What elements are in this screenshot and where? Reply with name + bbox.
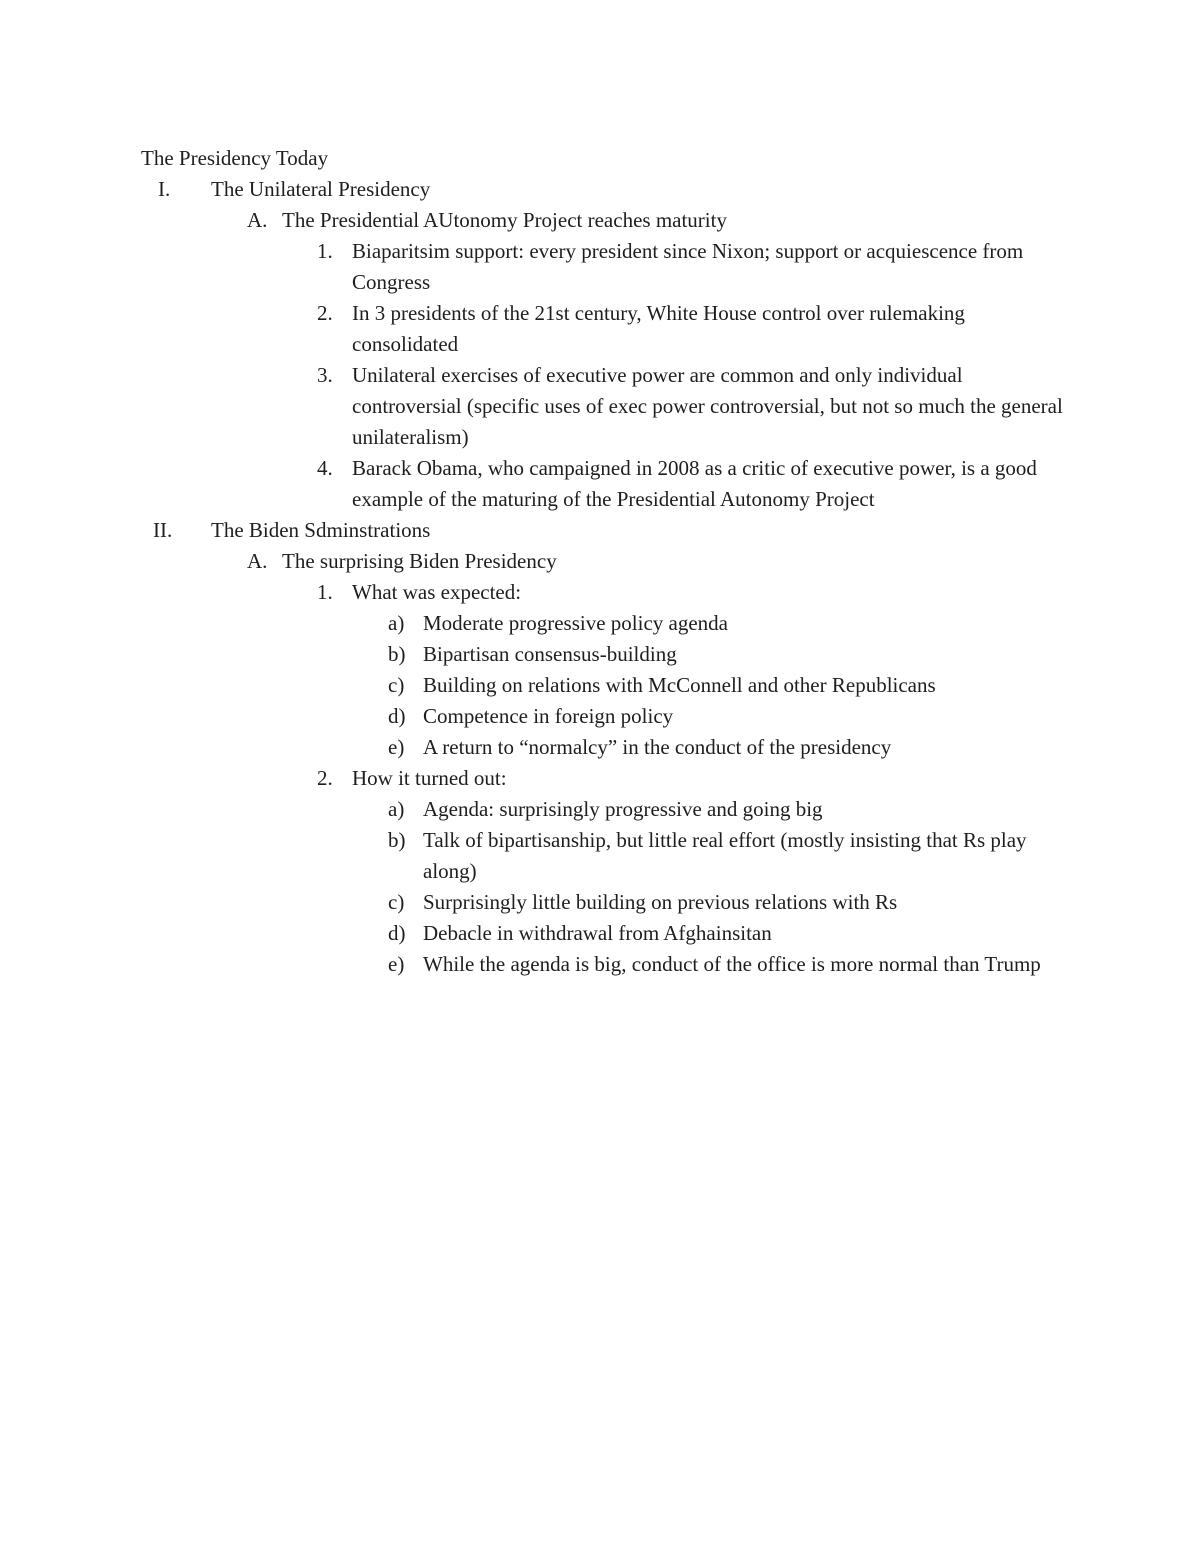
item-marker: 3. — [317, 363, 333, 387]
section-marker: II. — [153, 518, 173, 542]
subitem-marker: a) — [388, 797, 405, 821]
subitem-text: Talk of bipartisanship, but little real effort (mostly insisting that Rs play along) — [423, 828, 1027, 883]
subitem-text: Competence in foreign policy — [423, 704, 674, 728]
subitem-marker: c) — [388, 890, 405, 914]
section-heading: The Unilateral Presidency — [211, 177, 431, 201]
subitem-marker: a) — [388, 611, 405, 635]
subitem-marker: b) — [388, 642, 406, 666]
item-marker: 4. — [317, 456, 333, 480]
subitem-marker: c) — [388, 673, 405, 697]
document-title: The Presidency Today — [141, 146, 329, 170]
item-text: Unilateral exercises of executive power are common and only individual controversial (specific uses of exec power controversial, but not so much the general unilateralism) — [352, 363, 1063, 449]
subsection-marker: A. — [247, 549, 268, 573]
item-marker: 1. — [317, 580, 333, 604]
section-marker: I. — [158, 177, 171, 201]
subitem-text: Moderate progressive policy agenda — [423, 611, 728, 635]
item-marker: 1. — [317, 239, 333, 263]
subitem-text: Building on relations with McConnell and other Republicans — [423, 673, 936, 697]
item-text: Barack Obama, who campaigned in 2008 as a critic of executive power, is a good example of the maturing of the Presidential Autonomy Project — [352, 456, 1037, 511]
item-text: In 3 presidents of the 21st century, White House control over rulemaking consolidated — [352, 301, 965, 356]
subitem-text: While the agenda is big, conduct of the office is more normal than Trump — [423, 952, 1041, 976]
subitem-marker: d) — [388, 921, 406, 945]
subsection-heading: The Presidential AUtonomy Project reaches maturity — [282, 208, 727, 232]
subitem-marker: e) — [388, 735, 405, 759]
item-marker: 2. — [317, 766, 333, 790]
subitem-text: Debacle in withdrawal from Afghainsitan — [423, 921, 772, 945]
subsection-heading: The surprising Biden Presidency — [282, 549, 557, 573]
item-text: Biaparitsim support: every president since Nixon; support or acquiescence from Congress — [352, 239, 1024, 294]
subitem-text: Agenda: surprisingly progressive and going big — [423, 797, 823, 821]
item-text: What was expected: — [352, 580, 522, 604]
subitem-text: Surprisingly little building on previous relations with Rs — [423, 890, 898, 914]
subitem-marker: e) — [388, 952, 405, 976]
item-marker: 2. — [317, 301, 333, 325]
item-text: How it turned out: — [352, 766, 507, 790]
subitem-marker: b) — [388, 828, 406, 852]
subsection-marker: A. — [247, 208, 268, 232]
subitem-text: Bipartisan consensus-building — [423, 642, 677, 666]
subitem-text: A return to “normalcy” in the conduct of the presidency — [423, 735, 892, 759]
section-heading: The Biden Sdminstrations — [211, 518, 431, 542]
subitem-marker: d) — [388, 704, 406, 728]
